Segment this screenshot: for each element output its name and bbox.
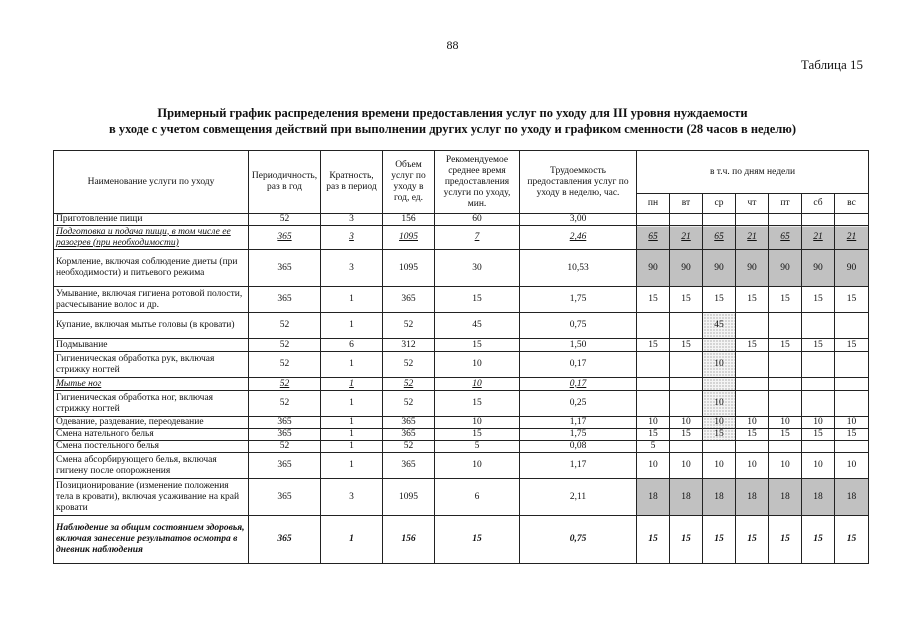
service-name-cell: Подготовка и подача пищи, в том числе ее разогрев (при необходимости)	[54, 226, 249, 250]
service-name-cell: Одевание, раздевание, переодевание	[54, 417, 249, 429]
time-cell: 15	[435, 429, 520, 441]
table-row	[54, 339, 869, 352]
day-value-cell: 45	[703, 313, 736, 339]
day-value-cell: 15	[802, 429, 835, 441]
periodicity-cell: 365	[249, 417, 321, 429]
header-volume: Объем услуг по уходу в год, ед.	[383, 151, 435, 214]
labor-cell: 2,11	[520, 479, 637, 516]
day-value-cell: 10	[670, 453, 703, 479]
day-value-cell	[637, 352, 670, 378]
day-value-cell: 15	[637, 516, 670, 564]
day-value-cell: 15	[802, 516, 835, 564]
day-value-cell	[802, 313, 835, 339]
multiplicity-cell: 1	[321, 441, 383, 453]
day-value-cell: 21	[802, 226, 835, 250]
volume-cell: 52	[383, 352, 435, 378]
header-multiplicity: Кратность, раз в период	[321, 151, 383, 214]
day-value-cell: 90	[703, 250, 736, 287]
table-row	[54, 516, 869, 564]
table-row	[54, 429, 869, 441]
multiplicity-cell: 1	[321, 516, 383, 564]
day-value-cell: 10	[769, 417, 802, 429]
table-row	[54, 287, 869, 313]
page-title	[0, 105, 905, 137]
day-value-cell: 10	[769, 453, 802, 479]
day-value-cell: 21	[670, 226, 703, 250]
day-value-cell	[736, 391, 769, 417]
header-day: вт	[670, 194, 703, 214]
multiplicity-cell: 3	[321, 250, 383, 287]
service-name-cell: Кормление, включая соблюдение диеты (при необходимости) и питьевого режима	[54, 250, 249, 287]
day-value-cell: 15	[703, 287, 736, 313]
day-value-cell	[703, 339, 736, 352]
day-value-cell: 10	[736, 417, 769, 429]
periodicity-cell: 52	[249, 391, 321, 417]
day-value-cell	[736, 352, 769, 378]
day-value-cell: 15	[835, 287, 869, 313]
day-value-cell	[769, 378, 802, 391]
labor-cell: 0,75	[520, 516, 637, 564]
day-value-cell: 15	[769, 287, 802, 313]
labor-cell: 1,17	[520, 453, 637, 479]
volume-cell: 365	[383, 429, 435, 441]
day-value-cell	[835, 214, 869, 226]
day-value-cell: 15	[670, 287, 703, 313]
day-value-cell: 65	[637, 226, 670, 250]
day-value-cell: 15	[802, 287, 835, 313]
header-days-group: в т.ч. по дням недели	[637, 151, 869, 194]
day-value-cell: 15	[637, 339, 670, 352]
day-value-cell: 10	[736, 453, 769, 479]
day-value-cell: 90	[802, 250, 835, 287]
periodicity-cell: 365	[249, 287, 321, 313]
day-value-cell	[736, 441, 769, 453]
time-cell: 10	[435, 352, 520, 378]
day-value-cell: 15	[670, 429, 703, 441]
volume-cell: 52	[383, 441, 435, 453]
time-cell: 10	[435, 378, 520, 391]
day-value-cell: 10	[637, 453, 670, 479]
day-value-cell: 21	[736, 226, 769, 250]
day-value-cell: 15	[736, 516, 769, 564]
time-cell: 10	[435, 417, 520, 429]
day-value-cell	[703, 441, 736, 453]
service-name-cell: Умывание, включая гигиена ротовой полости, расчесывание волос и др.	[54, 287, 249, 313]
day-value-cell	[802, 441, 835, 453]
header-day: пн	[637, 194, 670, 214]
day-value-cell	[802, 352, 835, 378]
volume-cell: 1095	[383, 479, 435, 516]
day-value-cell: 10	[703, 453, 736, 479]
time-cell: 15	[435, 516, 520, 564]
multiplicity-cell: 1	[321, 352, 383, 378]
service-name-cell: Смена постельного белья	[54, 441, 249, 453]
day-value-cell: 10	[637, 417, 670, 429]
table-row	[54, 417, 869, 429]
day-value-cell: 65	[769, 226, 802, 250]
service-name-cell: Гигиеническая обработка рук, включая стрижку ногтей	[54, 352, 249, 378]
day-value-cell	[670, 441, 703, 453]
day-value-cell: 15	[736, 339, 769, 352]
volume-cell: 365	[383, 417, 435, 429]
time-cell: 45	[435, 313, 520, 339]
volume-cell: 52	[383, 391, 435, 417]
header-day: вс	[835, 194, 869, 214]
table-row	[54, 352, 869, 378]
day-value-cell	[802, 391, 835, 417]
multiplicity-cell: 1	[321, 417, 383, 429]
service-name-cell: Мытье ног	[54, 378, 249, 391]
periodicity-cell: 365	[249, 226, 321, 250]
periodicity-cell: 52	[249, 313, 321, 339]
table-label: Таблица 15	[800, 57, 863, 72]
day-value-cell	[835, 441, 869, 453]
day-value-cell: 18	[769, 479, 802, 516]
service-name-cell: Подмывание	[54, 339, 249, 352]
service-name-cell: Наблюдение за общим состоянием здоровья, включая занесение результатов осмотра в дневник наблюдения	[54, 516, 249, 564]
day-value-cell: 10	[670, 417, 703, 429]
multiplicity-cell: 1	[321, 378, 383, 391]
day-value-cell: 10	[703, 417, 736, 429]
volume-cell: 1095	[383, 250, 435, 287]
service-name-cell: Купание, включая мытье головы (в кровати)	[54, 313, 249, 339]
page-number: 88	[446, 38, 459, 52]
day-value-cell	[670, 352, 703, 378]
multiplicity-cell: 1	[321, 429, 383, 441]
volume-cell: 52	[383, 378, 435, 391]
table-row	[54, 250, 869, 287]
day-value-cell: 15	[802, 339, 835, 352]
time-cell: 7	[435, 226, 520, 250]
day-value-cell: 90	[637, 250, 670, 287]
time-cell: 10	[435, 453, 520, 479]
volume-cell: 1095	[383, 226, 435, 250]
day-value-cell: 5	[637, 441, 670, 453]
service-name-cell: Смена нательного белья	[54, 429, 249, 441]
multiplicity-cell: 1	[321, 453, 383, 479]
service-name-cell: Приготовление пищи	[54, 214, 249, 226]
day-value-cell: 15	[835, 339, 869, 352]
day-value-cell: 18	[703, 479, 736, 516]
day-value-cell: 15	[736, 429, 769, 441]
time-cell: 15	[435, 287, 520, 313]
day-value-cell	[835, 391, 869, 417]
day-value-cell: 10	[802, 417, 835, 429]
day-value-cell: 18	[637, 479, 670, 516]
header-day: чт	[736, 194, 769, 214]
day-value-cell	[802, 214, 835, 226]
day-value-cell	[670, 214, 703, 226]
volume-cell: 156	[383, 516, 435, 564]
volume-cell: 365	[383, 453, 435, 479]
header-labor: Трудоемкость предоставления услуг по уходу в неделю, час.	[520, 151, 637, 214]
day-value-cell: 15	[703, 516, 736, 564]
header-day: ср	[703, 194, 736, 214]
periodicity-cell: 365	[249, 516, 321, 564]
multiplicity-cell: 3	[321, 226, 383, 250]
day-value-cell: 65	[703, 226, 736, 250]
day-value-cell	[736, 214, 769, 226]
day-value-cell: 18	[736, 479, 769, 516]
day-value-cell: 10	[703, 391, 736, 417]
header-name: Наименование услуги по уходу	[54, 151, 249, 214]
day-value-cell: 15	[769, 339, 802, 352]
table-row	[54, 214, 869, 226]
labor-cell: 3,00	[520, 214, 637, 226]
time-cell: 30	[435, 250, 520, 287]
day-value-cell: 21	[835, 226, 869, 250]
day-value-cell	[835, 313, 869, 339]
service-name-cell: Смена абсорбирующего белья, включая гигиену после опорожнения	[54, 453, 249, 479]
service-name-cell: Позиционирование (изменение положения тела в кровати), включая усаживание на край кровати	[54, 479, 249, 516]
day-value-cell	[769, 313, 802, 339]
day-value-cell	[769, 441, 802, 453]
day-value-cell	[637, 313, 670, 339]
table-row	[54, 441, 869, 453]
day-value-cell	[769, 391, 802, 417]
care-schedule-table	[53, 150, 869, 564]
labor-cell: 0,17	[520, 378, 637, 391]
periodicity-cell: 365	[249, 429, 321, 441]
day-value-cell	[769, 352, 802, 378]
volume-cell: 156	[383, 214, 435, 226]
volume-cell: 365	[383, 287, 435, 313]
header-day: пт	[769, 194, 802, 214]
table-row	[54, 479, 869, 516]
header-periodicity: Периодичность, раз в год	[249, 151, 321, 214]
table-row	[54, 453, 869, 479]
periodicity-cell: 52	[249, 352, 321, 378]
day-value-cell: 15	[670, 339, 703, 352]
day-value-cell: 15	[835, 429, 869, 441]
day-value-cell: 15	[835, 516, 869, 564]
day-value-cell	[769, 214, 802, 226]
day-value-cell: 90	[769, 250, 802, 287]
day-value-cell: 10	[802, 453, 835, 479]
periodicity-cell: 365	[249, 453, 321, 479]
table-row	[54, 391, 869, 417]
labor-cell: 0,75	[520, 313, 637, 339]
labor-cell: 1,17	[520, 417, 637, 429]
table-row	[54, 378, 869, 391]
multiplicity-cell: 1	[321, 313, 383, 339]
multiplicity-cell: 6	[321, 339, 383, 352]
periodicity-cell: 365	[249, 479, 321, 516]
periodicity-cell: 52	[249, 339, 321, 352]
labor-cell: 0,25	[520, 391, 637, 417]
labor-cell: 1,50	[520, 339, 637, 352]
labor-cell: 0,08	[520, 441, 637, 453]
day-value-cell	[802, 378, 835, 391]
header-time: Рекомендуемое среднее время предоставления услуги по уходу, мин.	[435, 151, 520, 214]
time-cell: 15	[435, 391, 520, 417]
day-value-cell	[637, 214, 670, 226]
day-value-cell: 15	[736, 287, 769, 313]
labor-cell: 10,53	[520, 250, 637, 287]
multiplicity-cell: 1	[321, 287, 383, 313]
day-value-cell	[637, 378, 670, 391]
periodicity-cell: 365	[249, 250, 321, 287]
time-cell: 60	[435, 214, 520, 226]
volume-cell: 52	[383, 313, 435, 339]
day-value-cell: 90	[835, 250, 869, 287]
day-value-cell	[736, 313, 769, 339]
day-value-cell: 10	[835, 417, 869, 429]
day-value-cell	[835, 378, 869, 391]
day-value-cell: 15	[769, 516, 802, 564]
day-value-cell: 18	[835, 479, 869, 516]
table-row	[54, 226, 869, 250]
labor-cell: 0,17	[520, 352, 637, 378]
day-value-cell	[736, 378, 769, 391]
day-value-cell	[703, 214, 736, 226]
multiplicity-cell: 3	[321, 479, 383, 516]
day-value-cell: 15	[703, 429, 736, 441]
day-value-cell	[670, 378, 703, 391]
day-value-cell	[703, 378, 736, 391]
multiplicity-cell: 1	[321, 391, 383, 417]
day-value-cell: 15	[769, 429, 802, 441]
multiplicity-cell: 3	[321, 214, 383, 226]
day-value-cell: 10	[835, 453, 869, 479]
table-row	[54, 313, 869, 339]
day-value-cell: 90	[670, 250, 703, 287]
title-line-1: Примерный график распределения времени предоставления услуг по уходу для III уровня нуждаемости	[157, 106, 748, 120]
service-name-cell: Гигиеническая обработка ног, включая стрижку ногтей	[54, 391, 249, 417]
periodicity-cell: 52	[249, 214, 321, 226]
time-cell: 6	[435, 479, 520, 516]
day-value-cell	[670, 313, 703, 339]
time-cell: 5	[435, 441, 520, 453]
labor-cell: 1,75	[520, 429, 637, 441]
day-value-cell: 18	[670, 479, 703, 516]
header-day: сб	[802, 194, 835, 214]
day-value-cell: 90	[736, 250, 769, 287]
day-value-cell: 15	[637, 429, 670, 441]
day-value-cell: 18	[802, 479, 835, 516]
day-value-cell	[670, 391, 703, 417]
day-value-cell: 15	[670, 516, 703, 564]
periodicity-cell: 52	[249, 441, 321, 453]
time-cell: 15	[435, 339, 520, 352]
day-value-cell: 10	[703, 352, 736, 378]
day-value-cell	[637, 391, 670, 417]
volume-cell: 312	[383, 339, 435, 352]
periodicity-cell: 52	[249, 378, 321, 391]
day-value-cell: 15	[637, 287, 670, 313]
labor-cell: 2,46	[520, 226, 637, 250]
title-line-2: в уходе с учетом совмещения действий при выполнении других услуг по уходу и графиком сменности (28 часов в неделю)	[108, 122, 797, 136]
day-value-cell	[835, 352, 869, 378]
labor-cell: 1,75	[520, 287, 637, 313]
